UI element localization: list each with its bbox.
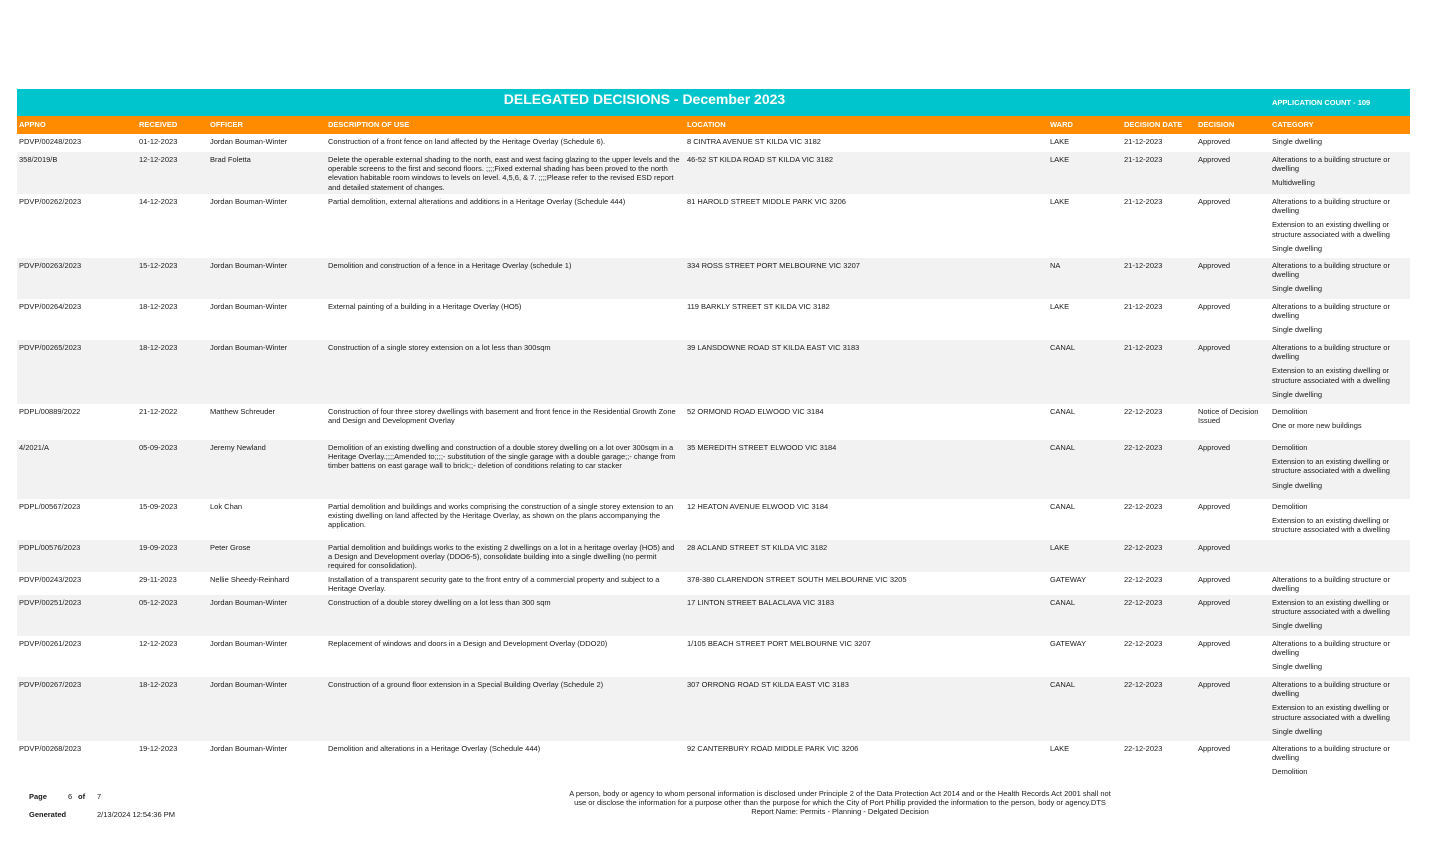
cell-category — [1272, 598, 1410, 636]
cell-decision-date: 21-12-2023 — [1124, 261, 1163, 270]
category-item: Single dwelling — [1272, 726, 1323, 736]
table-row — [17, 741, 1410, 777]
category-item: Extension to an existing dwelling or structure associated with a dwelling — [1272, 703, 1390, 722]
cell-decision-date: 22-12-2023 — [1124, 543, 1163, 552]
table-header — [17, 116, 1410, 134]
application-count: APPLICATION COUNT - 109 — [1272, 98, 1371, 107]
cell-location: 307 ORRONG ROAD ST KILDA EAST VIC 3183 — [687, 680, 849, 689]
cell-ward: CANAL — [1050, 407, 1076, 416]
cell-received: 12-12-2023 — [139, 155, 178, 164]
table-row — [17, 572, 1410, 595]
decisions-report — [17, 89, 1410, 777]
report-title: DELEGATED DECISIONS - December 2023 — [503, 91, 786, 107]
cell-appno: 358/2019/B — [19, 155, 58, 164]
table-row — [17, 404, 1410, 440]
table-row — [17, 499, 1410, 540]
cell-decision-date: 22-12-2023 — [1124, 598, 1163, 607]
cell-decision-date: 21-12-2023 — [1124, 137, 1163, 146]
cell-category — [1272, 502, 1410, 540]
cell-category — [1272, 680, 1410, 741]
cell-location: 8 CINTRA AVENUE ST KILDA VIC 3182 — [687, 137, 821, 146]
notice-line-2: use or disclose the information for a purpose other than the purpose for which the City of Port Phillip provided the information to the person, body or agency.DTS — [574, 798, 1106, 807]
table-row — [17, 152, 1410, 194]
cell-appno: PDVP/00251/2023 — [19, 598, 82, 607]
category-item: Extension to an existing dwelling or structure associated with a dwelling — [1272, 220, 1390, 239]
cell-appno: PDVP/00264/2023 — [19, 302, 82, 311]
cell-ward: CANAL — [1050, 502, 1076, 511]
cell-decision: Approved — [1198, 155, 1231, 164]
cell-category — [1272, 261, 1410, 299]
cell-description: Partial demolition and buildings works to the existing 2 dwellings on a lot in a heritage overlay (HO5) and a Design and Development overlay (DDO6-5), consolidate building into a single dwelling (no permit required for consolidation). — [328, 543, 675, 571]
cell-received: 14-12-2023 — [139, 197, 178, 206]
cell-decision-date: 22-12-2023 — [1124, 443, 1163, 452]
cell-description: Construction of four three storey dwellings with basement and front fence in the Residential Growth Zone and Design and Development Overlay — [328, 407, 676, 426]
cell-decision-date: 22-12-2023 — [1124, 502, 1163, 511]
cell-officer: Jordan Bouman-Winter — [210, 598, 288, 607]
cell-ward: GATEWAY — [1050, 575, 1087, 584]
cell-location: 1/105 BEACH STREET PORT MELBOURNE VIC 3207 — [687, 639, 871, 648]
of-label: of — [78, 792, 86, 801]
cell-ward: CANAL — [1050, 680, 1076, 689]
cell-description: Demolition and alterations in a Heritage Overlay (Schedule 444) — [328, 744, 541, 753]
cell-received: 19-09-2023 — [139, 543, 178, 552]
cell-officer: Jordan Bouman-Winter — [210, 261, 288, 270]
category-item: Single dwelling — [1272, 480, 1323, 490]
cell-officer: Matthew Schreuder — [210, 407, 276, 416]
cell-decision-date: 22-12-2023 — [1124, 575, 1163, 584]
col-decision-date: DECISION DATE — [1124, 120, 1183, 129]
cell-appno: PDPL/00567/2023 — [19, 502, 81, 511]
cell-decision: Approved — [1198, 680, 1231, 689]
cell-officer: Lok Chan — [210, 502, 243, 511]
category-item: Extension to an existing dwelling or structure associated with a dwelling — [1272, 366, 1390, 385]
cell-description: Partial demolition, external alterations and additions in a Heritage Overlay (Schedule 444) — [328, 197, 626, 206]
table-row — [17, 340, 1410, 404]
category-item: Alterations to a building structure or dwelling — [1272, 639, 1390, 658]
cell-appno: PDVP/00248/2023 — [19, 137, 82, 146]
cell-decision: Approved — [1198, 744, 1231, 753]
col-officer: OFFICER — [210, 120, 243, 129]
cell-decision-date: 21-12-2023 — [1124, 343, 1163, 352]
cell-received: 12-12-2023 — [139, 639, 178, 648]
cell-received: 18-12-2023 — [139, 302, 178, 311]
cell-location: 92 CANTERBURY ROAD MIDDLE PARK VIC 3206 — [687, 744, 859, 753]
cell-location: 81 HAROLD STREET MIDDLE PARK VIC 3206 — [687, 197, 846, 206]
cell-officer: Jordan Bouman-Winter — [210, 197, 288, 206]
cell-ward: LAKE — [1050, 744, 1070, 753]
cell-decision: Approved — [1198, 443, 1231, 452]
col-location: LOCATION — [687, 120, 726, 129]
cell-officer: Jordan Bouman-Winter — [210, 680, 288, 689]
category-item: Alterations to a building structure or dwelling — [1272, 575, 1390, 594]
cell-decision: Approved — [1198, 575, 1231, 584]
cell-decision: Approved — [1198, 502, 1231, 511]
table-row — [17, 299, 1410, 340]
cell-category — [1272, 302, 1410, 340]
cell-received: 01-12-2023 — [139, 137, 178, 146]
cell-description: Construction of a double storey dwelling on a lot less than 300 sqm — [328, 598, 551, 607]
table-row — [17, 595, 1410, 636]
cell-location: 334 ROSS STREET PORT MELBOURNE VIC 3207 — [687, 261, 860, 270]
col-received: RECEIVED — [139, 120, 178, 129]
cell-description: Replacement of windows and doors in a Design and Development Overlay (DDO20) — [328, 639, 608, 648]
category-item: Multidwelling — [1272, 178, 1315, 188]
title-bar — [17, 89, 1410, 116]
cell-category — [1272, 155, 1410, 193]
cell-appno: PDVP/00267/2023 — [19, 680, 82, 689]
cell-ward: CANAL — [1050, 443, 1076, 452]
cell-decision: Approved — [1198, 543, 1231, 552]
page-total: 7 — [97, 792, 102, 801]
col-category: CATEGORY — [1272, 120, 1314, 129]
cell-category — [1272, 443, 1410, 495]
cell-location: 119 BARKLY STREET ST KILDA VIC 3182 — [687, 302, 830, 311]
category-item: Demolition — [1272, 502, 1308, 511]
category-item: Extension to an existing dwelling or structure associated with a dwelling — [1272, 516, 1390, 535]
cell-location: 28 ACLAND STREET ST KILDA VIC 3182 — [687, 543, 828, 552]
cell-officer: Brad Foletta — [210, 155, 251, 164]
category-item: Single dwelling — [1272, 621, 1323, 631]
cell-appno: PDPL/00576/2023 — [19, 543, 81, 552]
cell-category — [1272, 197, 1410, 258]
cell-received: 18-12-2023 — [139, 343, 178, 352]
category-item: Single dwelling — [1272, 284, 1323, 294]
cell-description: Construction of a front fence on land affected by the Heritage Overlay (Schedule 6). — [328, 137, 606, 146]
cell-officer: Jordan Bouman-Winter — [210, 302, 288, 311]
cell-received: 21-12-2022 — [139, 407, 178, 416]
cell-decision: Approved — [1198, 197, 1231, 206]
cell-decision: Approved — [1198, 302, 1231, 311]
cell-description: Demolition of an existing dwelling and construction of a double storey dwelling on a lot over 300sqm in a Heritage Overlay.;;;;Amended to;;;;- substitution of the single garage with a double garage;;- change from timber battens on east garage wall to brick;;- deletion of conditions relating to car stacker — [328, 443, 676, 471]
table-row — [17, 540, 1410, 572]
category-item: Alterations to a building structure or dwelling — [1272, 261, 1390, 280]
cell-ward: CANAL — [1050, 343, 1076, 352]
category-item: Demolition — [1272, 443, 1308, 452]
col-description: DESCRIPTION OF USE — [328, 120, 410, 129]
category-item: Single dwelling — [1272, 243, 1323, 253]
table-row — [17, 636, 1410, 677]
category-item: Demolition — [1272, 767, 1308, 777]
cell-ward: LAKE — [1050, 543, 1070, 552]
cell-category — [1272, 343, 1410, 404]
category-item: Alterations to a building structure or dwelling — [1272, 197, 1390, 216]
category-item: Single dwelling — [1272, 389, 1323, 399]
cell-officer: Nellie Sheedy-Reinhard — [210, 575, 290, 584]
category-item: Alterations to a building structure or dwelling — [1272, 343, 1390, 362]
category-item: Single dwelling — [1272, 662, 1323, 672]
category-item: Alterations to a building structure or dwelling — [1272, 744, 1390, 763]
cell-appno: PDPL/00889/2022 — [19, 407, 81, 416]
category-item: Single dwelling — [1272, 325, 1323, 335]
cell-received: 29-11-2023 — [139, 575, 177, 584]
cell-ward: LAKE — [1050, 197, 1070, 206]
cell-received: 18-12-2023 — [139, 680, 178, 689]
cell-received: 15-09-2023 — [139, 502, 178, 511]
category-item: Alterations to a building structure or dwelling — [1272, 680, 1390, 699]
cell-decision-date: 22-12-2023 — [1124, 407, 1163, 416]
cell-category — [1272, 744, 1410, 782]
generated-value: 2/13/2024 12:54:36 PM — [97, 810, 175, 819]
cell-location: 378-380 CLARENDON STREET SOUTH MELBOURNE VIC 3205 — [687, 575, 907, 584]
privacy-notice — [520, 789, 1160, 816]
category-item: Extension to an existing dwelling or structure associated with a dwelling — [1272, 598, 1390, 617]
cell-appno: PDVP/00243/2023 — [19, 575, 82, 584]
cell-description: Construction of a ground floor extension in a Special Building Overlay (Schedule 2) — [328, 680, 604, 689]
cell-ward: LAKE — [1050, 302, 1070, 311]
cell-appno: PDVP/00262/2023 — [19, 197, 82, 206]
page-label: Page — [29, 792, 47, 801]
cell-decision: Approved — [1198, 639, 1231, 648]
cell-location: 12 HEATON AVENUE ELWOOD VIC 3184 — [687, 502, 829, 511]
cell-location: 39 LANSDOWNE ROAD ST KILDA EAST VIC 3183 — [687, 343, 860, 352]
cell-officer: Jordan Bouman-Winter — [210, 744, 288, 753]
cell-description: Installation of a transparent security gate to the front entry of a commercial property and subject to a Heritage Overlay. — [328, 575, 660, 594]
cell-appno: PDVP/00261/2023 — [19, 639, 82, 648]
cell-description: Construction of a single storey extension on a lot less than 300sqm — [328, 343, 551, 352]
table-row — [17, 258, 1410, 299]
cell-received: 19-12-2023 — [139, 744, 178, 753]
cell-description: External painting of a building in a Heritage Overlay (HO5) — [328, 302, 522, 311]
cell-decision: Approved — [1198, 598, 1231, 607]
cell-decision-date: 21-12-2023 — [1124, 155, 1163, 164]
cell-officer: Jeremy Newland — [210, 443, 266, 452]
table-row — [17, 134, 1410, 152]
cell-description: Delete the operable external shading to the north, east and west facing glazing to the upper levels and the operable screens to the first and second floors. ;;;;Fixed external shading has been proved to the north elevation habitable room windows to levels on level. 4,5,6, & 7. ;;;;Please refer to the revised ESD report and detailed statement of changes. — [328, 155, 680, 192]
cell-decision: Approved — [1198, 343, 1231, 352]
cell-decision-date: 21-12-2023 — [1124, 197, 1163, 206]
cell-decision-date: 22-12-2023 — [1124, 639, 1163, 648]
cell-decision-date: 22-12-2023 — [1124, 680, 1163, 689]
page-number: 6 — [68, 792, 73, 801]
cell-ward: NA — [1050, 261, 1061, 270]
cell-appno: PDVP/00268/2023 — [19, 744, 82, 753]
category-item: Alterations to a building structure or dwelling — [1272, 155, 1390, 174]
cell-officer: Jordan Bouman-Winter — [210, 343, 288, 352]
table-row — [17, 440, 1410, 499]
category-item: One or more new buildings — [1272, 421, 1362, 431]
cell-ward: LAKE — [1050, 137, 1070, 146]
cell-received: 05-09-2023 — [139, 443, 178, 452]
cell-category — [1272, 639, 1410, 677]
cell-description: Partial demolition and buildings and works comprising the construction of a single storey extension to an existing dwelling on land affected by the Heritage Overlay, as shown on the plans accompanying the application. — [328, 502, 674, 530]
cell-decision: Notice of Decision Issued — [1198, 407, 1259, 426]
notice-line-1: A person, body or agency to whom personal information is disclosed under Principle 2 of the Data Protection Act 2014 and or the Health Records Act 2001 shall not — [569, 789, 1111, 798]
cell-officer: Jordan Bouman-Winter — [210, 137, 288, 146]
cell-appno: PDVP/00265/2023 — [19, 343, 82, 352]
cell-decision: Approved — [1198, 137, 1231, 146]
col-appno: APPNO — [19, 120, 46, 129]
cell-officer: Jordan Bouman-Winter — [210, 639, 288, 648]
cell-decision-date: 22-12-2023 — [1124, 744, 1163, 753]
cell-category — [1272, 137, 1410, 151]
cell-ward: LAKE — [1050, 155, 1070, 164]
generated-label: Generated — [29, 810, 67, 819]
col-decision: DECISION — [1198, 120, 1235, 129]
cell-location: 52 ORMOND ROAD ELWOOD VIC 3184 — [687, 407, 824, 416]
cell-decision: Approved — [1198, 261, 1231, 270]
col-ward: WARD — [1050, 120, 1073, 129]
category-item: Single dwelling — [1272, 137, 1323, 146]
table-row — [17, 194, 1410, 258]
cell-officer: Peter Grose — [210, 543, 251, 552]
cell-description: Demolition and construction of a fence in a Heritage Overlay (schedule 1) — [328, 261, 572, 270]
category-item: Demolition — [1272, 407, 1308, 416]
cell-appno: 4/2021/A — [19, 443, 50, 452]
cell-location: 17 LINTON STREET BALACLAVA VIC 3183 — [687, 598, 835, 607]
cell-location: 46-52 ST KILDA ROAD ST KILDA VIC 3182 — [687, 155, 834, 164]
cell-category — [1272, 407, 1410, 435]
cell-received: 15-12-2023 — [139, 261, 178, 270]
notice-line-3: Report Name: Permits - Planning - Delgated Decision — [751, 807, 929, 816]
table-row — [17, 677, 1410, 741]
table-body — [17, 134, 1410, 777]
cell-appno: PDVP/00263/2023 — [19, 261, 82, 270]
cell-decision-date: 21-12-2023 — [1124, 302, 1163, 311]
cell-ward: GATEWAY — [1050, 639, 1087, 648]
category-item: Extension to an existing dwelling or structure associated with a dwelling — [1272, 457, 1390, 476]
cell-received: 05-12-2023 — [139, 598, 178, 607]
cell-location: 35 MEREDITH STREET ELWOOD VIC 3184 — [687, 443, 837, 452]
category-item: Alterations to a building structure or dwelling — [1272, 302, 1390, 321]
cell-ward: CANAL — [1050, 598, 1076, 607]
